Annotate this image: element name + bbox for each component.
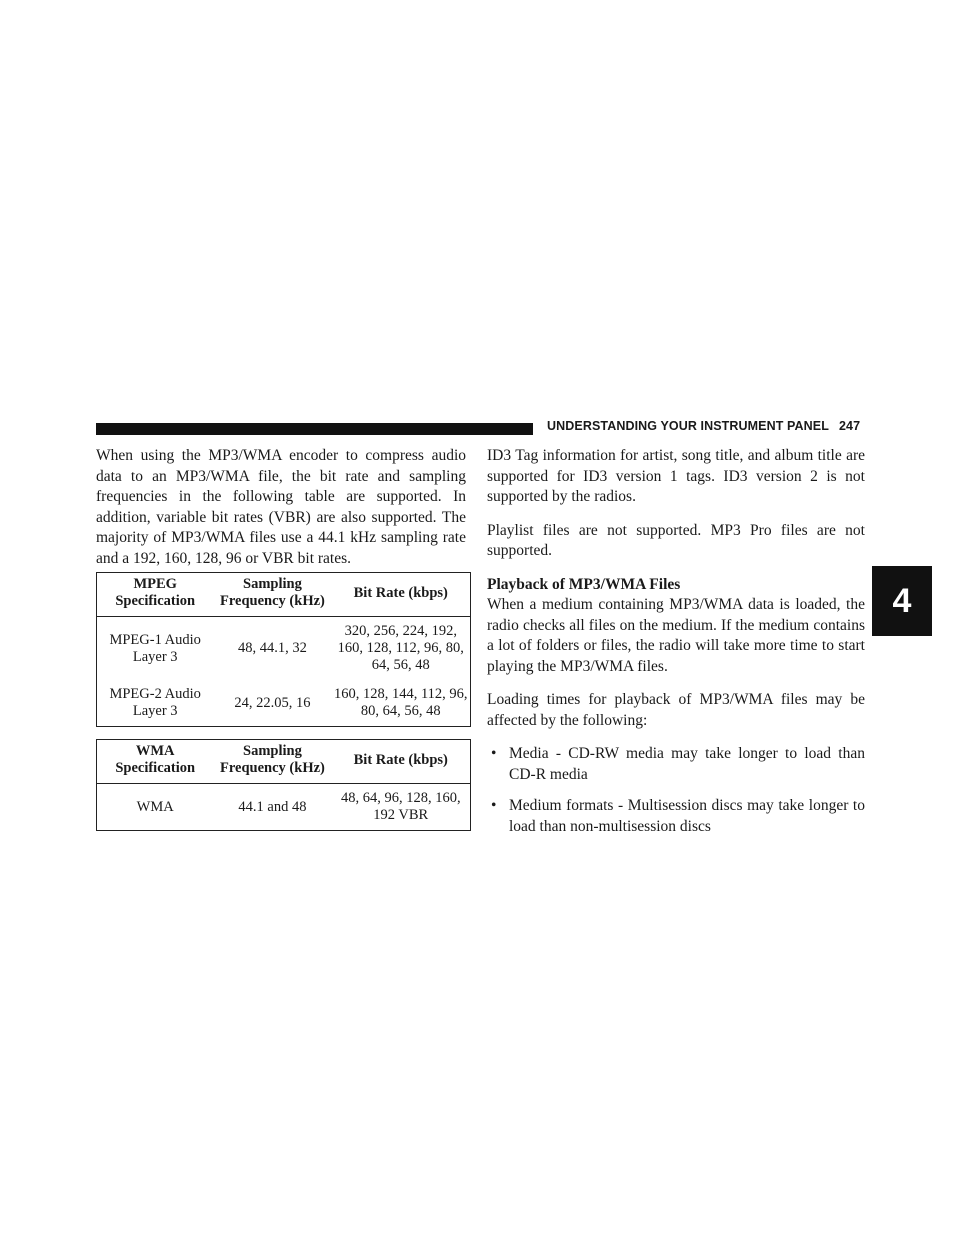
table-cell: MPEG-2 Audio Layer 3 (97, 680, 214, 727)
table-header-cell: WMA Specification (97, 740, 214, 784)
table-header-cell: MPEG Specification (97, 573, 214, 617)
table-row (97, 784, 471, 831)
running-header (547, 419, 864, 433)
mpeg-spec-table (96, 572, 471, 727)
playlist-paragraph: Playlist files are not supported. MP3 Pro files are not supported. (487, 521, 865, 559)
playback-heading: Playback of MP3/WMA Files (487, 575, 681, 593)
header-rule (96, 423, 533, 435)
table-header-row (97, 740, 471, 784)
table-header-cell: Bit Rate (kbps) (332, 740, 471, 784)
list-item (487, 796, 865, 837)
table-cell: MPEG-1 Audio Layer 3 (97, 617, 214, 681)
table-cell: 160, 128, 144, 112, 96, 80, 64, 56, 48 (332, 680, 471, 727)
table-header-cell: Sampling Frequency (kHz) (213, 573, 331, 617)
table-header-cell: Bit Rate (kbps) (332, 573, 471, 617)
chapter-tab: 4 (872, 566, 932, 636)
bullet-icon: • (491, 745, 497, 762)
table-cell: WMA (97, 784, 214, 831)
table-cell: 48, 64, 96, 128, 160, 192 VBR (332, 784, 471, 831)
wma-spec-table (96, 739, 471, 831)
left-column (96, 446, 466, 831)
loading-paragraph: Loading times for playback of MP3/WMA files may be affected by the following: (487, 691, 865, 729)
playback-paragraph: When a medium containing MP3/WMA data is loaded, the radio checks all files on the medium. If the medium contains a lot of folders or files, the radio will take more time to start playing the MP3/WMA files. (487, 596, 865, 675)
list-item-text: Media - CD-RW media may take longer to load than CD-R media (509, 745, 865, 783)
page-number: 247 (838, 419, 861, 433)
table-row (97, 617, 471, 681)
table-header-cell: Sampling Frequency (kHz) (213, 740, 331, 784)
table-cell: 48, 44.1, 32 (238, 640, 307, 656)
list-item-text: Medium formats - Multisession discs may take longer to load than non-multisession discs (509, 797, 865, 835)
bullet-icon: • (491, 797, 497, 814)
table-cell: 44.1 and 48 (213, 784, 331, 831)
list-item (487, 744, 865, 785)
right-column (487, 446, 865, 848)
intro-paragraph: When using the MP3/WMA encoder to compress audio data to an MP3/WMA file, the bit rate and sampling frequencies in the following table are supported. In addition, variable bit rates (VBR) are also supported. The majority of MP3/WMA files use a 44.1 kHz sampling rate and a 192, 160, 128, 96 or VBR bit rates. (96, 447, 466, 567)
table-header-row (97, 573, 471, 617)
id3-paragraph: ID3 Tag information for artist, song title, and album title are supported for ID3 version 1 tags. ID3 version 2 is not supported by the radios. (487, 447, 865, 505)
table-row (97, 680, 471, 727)
table-cell: 320, 256, 224, 192, 160, 128, 112, 96, 80, 64, 56, 48 (332, 617, 471, 681)
loading-factors-list (487, 744, 865, 837)
table-cell: 24, 22.05, 16 (213, 680, 331, 727)
section-title: UNDERSTANDING YOUR INSTRUMENT PANEL (547, 419, 829, 433)
